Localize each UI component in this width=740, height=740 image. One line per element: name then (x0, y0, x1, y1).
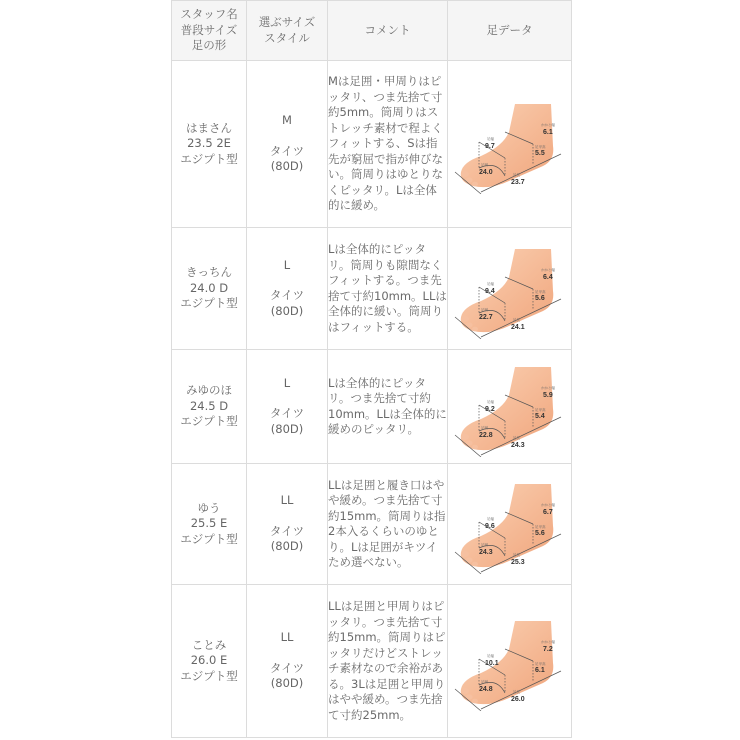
svg-text:かかと幅: かかと幅 (540, 267, 555, 272)
header-staff: スタッフ名 普段サイズ 足の形 (172, 1, 247, 61)
usual-size: 24.0 D (189, 280, 229, 295)
size-cell (247, 61, 328, 228)
staff-name: みゆのほ (186, 383, 232, 398)
svg-text:24.8: 24.8 (478, 686, 493, 693)
usual-size: 25.5 E (190, 516, 228, 531)
denier: (80D) (270, 539, 304, 554)
foot-data-cell (448, 585, 572, 738)
svg-text:足幅: 足幅 (486, 281, 494, 286)
svg-text:6.4: 6.4 (542, 273, 553, 281)
svg-text:5.4: 5.4 (534, 412, 545, 420)
svg-text:足長: 足長 (512, 435, 520, 440)
svg-text:足長: 足長 (512, 173, 520, 177)
svg-text:足長: 足長 (512, 690, 520, 694)
staff-cell (172, 464, 247, 585)
svg-text:足甲高: 足甲高 (534, 662, 545, 666)
svg-text:足幅: 足幅 (486, 399, 494, 404)
svg-text:足囲: 足囲 (480, 680, 488, 684)
svg-text:24.1: 24.1 (510, 323, 525, 331)
size-cell (247, 464, 328, 585)
style: タイツ (269, 143, 305, 158)
svg-text:25.3: 25.3 (510, 559, 525, 566)
svg-text:足甲高: 足甲高 (534, 407, 545, 412)
foot-diagram-icon (451, 239, 569, 339)
foot-data-cell (448, 464, 572, 585)
foot-shape: エジプト型 (180, 296, 238, 311)
foot-diagram-icon (451, 474, 569, 574)
foot-diagram-icon (451, 357, 569, 457)
svg-text:足長: 足長 (512, 553, 520, 557)
svg-text:足囲: 足囲 (480, 543, 488, 547)
table-row (172, 585, 572, 738)
denier: (80D) (270, 676, 304, 691)
table-row (172, 61, 572, 228)
staff-name: きっちん (186, 265, 232, 280)
staff-cell (172, 585, 247, 738)
svg-text:足甲高: 足甲高 (534, 289, 545, 294)
comment-cell: Lは全体的にピッタリ。筒周りも隙間なくフィットする。つま先捨て寸約10mm。LLは全体的に緩い。筒周りはフィットする。 (328, 228, 448, 350)
style: タイツ (269, 288, 305, 303)
svg-text:5.6: 5.6 (534, 530, 545, 537)
table-row (172, 350, 572, 464)
svg-text:9.7: 9.7 (484, 143, 495, 150)
svg-text:足囲: 足囲 (480, 163, 488, 167)
svg-text:足幅: 足幅 (486, 517, 494, 521)
svg-text:24.3: 24.3 (478, 549, 493, 556)
svg-text:5.5: 5.5 (534, 150, 545, 157)
denier: (80D) (270, 303, 304, 318)
comment-cell: Mは足囲・甲周りはピッタリ、つま先捨て寸約5mm。筒周りはストレッチ素材で程よくフィットする、Sは指先が窮屈で指が伸びない。筒周りはゆとりなくピッタリ。Lは全体的に緩め。 (328, 61, 448, 228)
comment-cell: LLは足囲と甲周りはピッタリ。つま先捨て寸約15mm。筒周りはピッタリだけどストレッチ素材なので余裕がある。3Lは足囲と甲周りはやや緩め。つま先捨て寸約25mm。 (328, 585, 448, 738)
svg-text:かかと幅: かかと幅 (540, 640, 555, 644)
staff-name: はまさん (186, 120, 232, 135)
usual-size: 24.5 D (189, 398, 229, 413)
staff-cell (172, 228, 247, 350)
foot-shape: エジプト型 (180, 151, 238, 166)
size-cell (247, 350, 328, 464)
svg-text:かかと幅: かかと幅 (540, 385, 555, 390)
svg-text:6.1: 6.1 (534, 667, 545, 674)
foot-data-cell (448, 228, 572, 350)
staff-name: ゆう (197, 500, 221, 515)
style: タイツ (269, 406, 305, 421)
table-row (172, 228, 572, 350)
chosen-size: M (282, 113, 292, 128)
svg-text:足幅: 足幅 (486, 137, 494, 141)
usual-size: 23.5 2E (187, 136, 231, 151)
usual-size: 26.0 E (190, 653, 228, 668)
staff-name: ことみ (191, 637, 227, 652)
svg-text:23.7: 23.7 (510, 179, 525, 186)
svg-text:26.0: 26.0 (510, 696, 525, 703)
chosen-size: LL (280, 630, 294, 645)
svg-text:24.0: 24.0 (478, 169, 493, 176)
table-row (172, 464, 572, 585)
denier: (80D) (270, 159, 304, 174)
comment-cell: Lは全体的にピッタリ。つま先捨て寸約10mm。LLは全体的に緩めのピッタリ。 (328, 350, 448, 464)
svg-text:24.3: 24.3 (510, 441, 525, 449)
chosen-size: L (283, 257, 291, 272)
header-foot-data: 足データ (448, 1, 572, 61)
foot-shape: エジプト型 (180, 531, 238, 546)
svg-text:7.2: 7.2 (542, 646, 553, 653)
svg-text:6.1: 6.1 (542, 129, 553, 136)
style: タイツ (269, 523, 305, 538)
svg-text:5.6: 5.6 (534, 294, 545, 302)
svg-text:かかと幅: かかと幅 (540, 123, 555, 127)
svg-text:9.4: 9.4 (484, 287, 495, 295)
comment-cell: LLは足囲と履き口はやや緩め。つま先捨て寸約15mm。筒周りは指2本入るくらいのゆとり。Lは足囲がキツイため選べない。 (328, 464, 448, 585)
header-comment: コメント (328, 1, 448, 61)
svg-text:9.6: 9.6 (484, 523, 495, 530)
size-cell (247, 228, 328, 350)
foot-diagram-icon (451, 94, 569, 194)
denier: (80D) (270, 421, 304, 436)
size-guide-table (171, 0, 572, 738)
svg-text:5.9: 5.9 (542, 391, 553, 399)
svg-text:9.2: 9.2 (484, 405, 495, 413)
svg-text:足長: 足長 (512, 317, 520, 322)
style: タイツ (269, 660, 305, 675)
foot-diagram-icon (451, 611, 569, 711)
staff-cell (172, 61, 247, 228)
size-cell (247, 585, 328, 738)
svg-text:22.8: 22.8 (478, 431, 493, 439)
svg-text:足囲: 足囲 (480, 425, 488, 430)
svg-text:10.1: 10.1 (484, 660, 499, 667)
svg-text:足甲高: 足甲高 (534, 525, 545, 529)
header-row (172, 1, 572, 61)
foot-data-cell (448, 61, 572, 228)
svg-text:かかと幅: かかと幅 (540, 503, 555, 507)
svg-text:6.7: 6.7 (542, 509, 553, 516)
header-size: 選ぶサイズ スタイル (247, 1, 328, 61)
foot-shape: エジプト型 (180, 668, 238, 683)
chosen-size: LL (280, 493, 294, 508)
foot-data-cell (448, 350, 572, 464)
svg-text:足甲高: 足甲高 (534, 145, 545, 149)
foot-shape: エジプト型 (180, 414, 238, 429)
chosen-size: L (283, 375, 291, 390)
svg-text:足囲: 足囲 (480, 307, 488, 312)
svg-text:足幅: 足幅 (486, 654, 494, 658)
svg-text:22.7: 22.7 (478, 313, 493, 321)
staff-cell (172, 350, 247, 464)
